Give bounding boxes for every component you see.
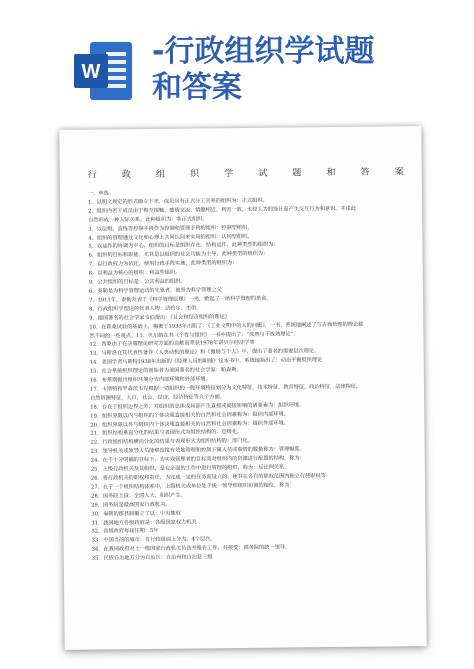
document-line: 27．在于一个组织结构体系中，上级机关或单位处于统一领导和组织协调的地位，称为： bbox=[91, 482, 295, 491]
document-line: 35．民族自治地方分为自治区：自治州和自治县三级 bbox=[91, 554, 213, 562]
document-line: 14．美国学者马斯特1938年出版的《经理人员的职能》这本书中，系统地指出了：动态平衡组织理论 bbox=[89, 357, 323, 366]
document-body bbox=[88, 186, 412, 563]
document-line: 自然形成一种人际关系，此种组织为：非正式组织。 bbox=[88, 216, 208, 224]
document-line: 1．以明文规定的形式确立下来，成员具有正式分工关系的组织为：正式组织。 bbox=[88, 197, 268, 206]
document-line: 12．西蒙由于在决策理论研究方面的贡献而荣获1978年诺贝尔经济学奖 bbox=[89, 340, 255, 349]
document-title bbox=[88, 164, 404, 180]
svg-text:W: W bbox=[81, 61, 101, 83]
document-line: 25．上级行政机关及其组织，是在全面的工作中进行管理的组织，称为：反比例关系。 bbox=[90, 464, 290, 473]
title-line-2: 和答案 bbox=[152, 70, 242, 105]
document-line: 33．中国当前的城市：有行政级别上分为。4个层次。 bbox=[91, 536, 216, 544]
document-line: 16．布莱斯提出组织环境分为内部环境和外部环境。 bbox=[89, 376, 211, 384]
document-line: 23．领导机关或领导人员能够直接有效地管理和控制下属人员或事情的数量称为：管理幅度。 bbox=[90, 446, 305, 455]
document-line: 26．将行政机关的职权和责任，为完成一定的任务而设立的，使其在各自的职权范围内独立行使职权等： bbox=[90, 473, 332, 482]
page-header bbox=[0, 0, 474, 120]
document-line: 24．在不十分明确的目标下，为实现管理者的目标而对组织内的资源进行配置的结构，称为： bbox=[90, 455, 305, 464]
document-line: 28．国务院上设：全国人大，组织产生。 bbox=[91, 492, 186, 500]
document-line: 然不同的一些观点。11．贝尔纳在其《个性与组织》一书中提出了：“成熟与不成熟理论”。 bbox=[89, 330, 299, 340]
document-line: 32．省级政府每届任期：5年 bbox=[91, 528, 159, 536]
document-line: 5．以运作的协调为中心，组织的目标是组织存在、结构运作，此种类型的组织为： bbox=[88, 242, 279, 251]
document-title-char: 答 bbox=[360, 167, 370, 178]
document-line: 30．秦朝的郡县制确立了以：中央集权 bbox=[91, 510, 181, 518]
document-line: 34．在我国政府对上一级国家行政机关负责并报告工作，并接受：国务院的统一领导。 bbox=[91, 544, 291, 553]
document-line: 6．泰勒是为科学管理运动的先驱者，被誉为科学管理之父 bbox=[88, 287, 223, 295]
document-line: 15．社会系统组织理论的创始者为美国著名的社会学家：帕森斯。 bbox=[89, 367, 242, 375]
document-line: 7．以行政权力为依托，使用行政手段实施，此种类型的组织为： bbox=[88, 260, 238, 268]
document-line: 3．以层级、直线等控制手段作为控制和管理手段的组织：控制型组织。 bbox=[88, 224, 253, 233]
document-title-char: 试 bbox=[258, 168, 268, 179]
word-doc-icon bbox=[70, 38, 136, 104]
document-line: 20．组织界限以外与组织内个体决策直接相关的自然和社会因素称为：组织外部环境。 bbox=[90, 420, 289, 429]
document-line: 自然资源特征，人口，社会，经济，经济特征等九个方面。 bbox=[90, 394, 226, 402]
document-line: 9．德国著名的社会学家韦伯提出：《社会和经济组织的理论》 bbox=[89, 313, 231, 322]
document-title-char: 题 bbox=[292, 168, 302, 179]
document-title-char: 政 bbox=[121, 170, 131, 181]
document-line: 22．行政组织结构横向分化的结果与表现形式为组织结构的：部门化。 bbox=[90, 438, 253, 446]
document-line: 13．马斯洛在其代表性著作《人类动机的理论》和《激励与个人》中，提出了著名的需要层次理论。 bbox=[89, 348, 320, 357]
document-line: 2．组织内若干成员由于相互接触、感情交流、情趣相近、利害一致，未经人为的设计而产生交互行为和意识，并由此 bbox=[88, 205, 357, 215]
document-line: 8．以利益为核心的组织：利益型组织。 bbox=[88, 269, 181, 277]
document-title-char: 行 bbox=[87, 170, 97, 181]
document-line: 31．我国地方各级政府是：各级国家权力机关 bbox=[91, 519, 197, 527]
document-title-char: 织 bbox=[190, 169, 200, 180]
document-line: 4．组织的管理通过文化和心理上共同认同来实现的组织：认同型组织。 bbox=[88, 233, 253, 242]
document-line: 6．组织的目标和职能，尤其是以组织的社会功能为主导，此种类型的组织为： bbox=[88, 251, 269, 259]
document-line: 一、单选 bbox=[87, 190, 109, 197]
document-line: 29．国务院是最高国家行政机关。 bbox=[91, 501, 171, 509]
document-title-char: 组 bbox=[155, 169, 166, 180]
document-title-char: 和 bbox=[326, 168, 336, 179]
document-line: 21．组织结构垂直分化的结果与表现形式为组织结构的：层级化。 bbox=[90, 429, 243, 438]
document-title-char: 案 bbox=[394, 167, 404, 178]
document-title-char: 学 bbox=[224, 169, 234, 180]
document-line: 9．公共组织的目标是：公共利益的组织。 bbox=[88, 278, 186, 286]
document-line: 8．行政组织学理论的代表人物：法约尔、韦伯。 bbox=[89, 305, 202, 313]
document-line: 19．组织界限以内与组织的个体决策直接相关的自然和社会因素称为：组织内部环境。 bbox=[90, 411, 289, 420]
document-line: 10．在霍桑试验的基础上，梅奥于1933年出版了：《工业文明中的人的问题》，一书，系统地阐述了与古典管理的理论截 bbox=[89, 321, 364, 331]
document-line: 7．1911年，泰勒发表了《科学管理原理》一书，掀起了一场科学管理的革命。 bbox=[89, 295, 272, 304]
page-title bbox=[152, 34, 452, 106]
title-line-1: -行政组织学试题 bbox=[152, 34, 375, 69]
document-line: 17．卡斯特和罗森茨韦克根据一切组织的一般环境特征划分为文化特征，技术特征，教育特征，政治特征，法律特征， bbox=[89, 383, 362, 393]
document-preview[interactable] bbox=[59, 126, 426, 650]
document-line: 18．存在于组织边界之外，对组织的总体或局部产生直接或间接影响的诸要素为：组织环境。 bbox=[90, 402, 305, 411]
